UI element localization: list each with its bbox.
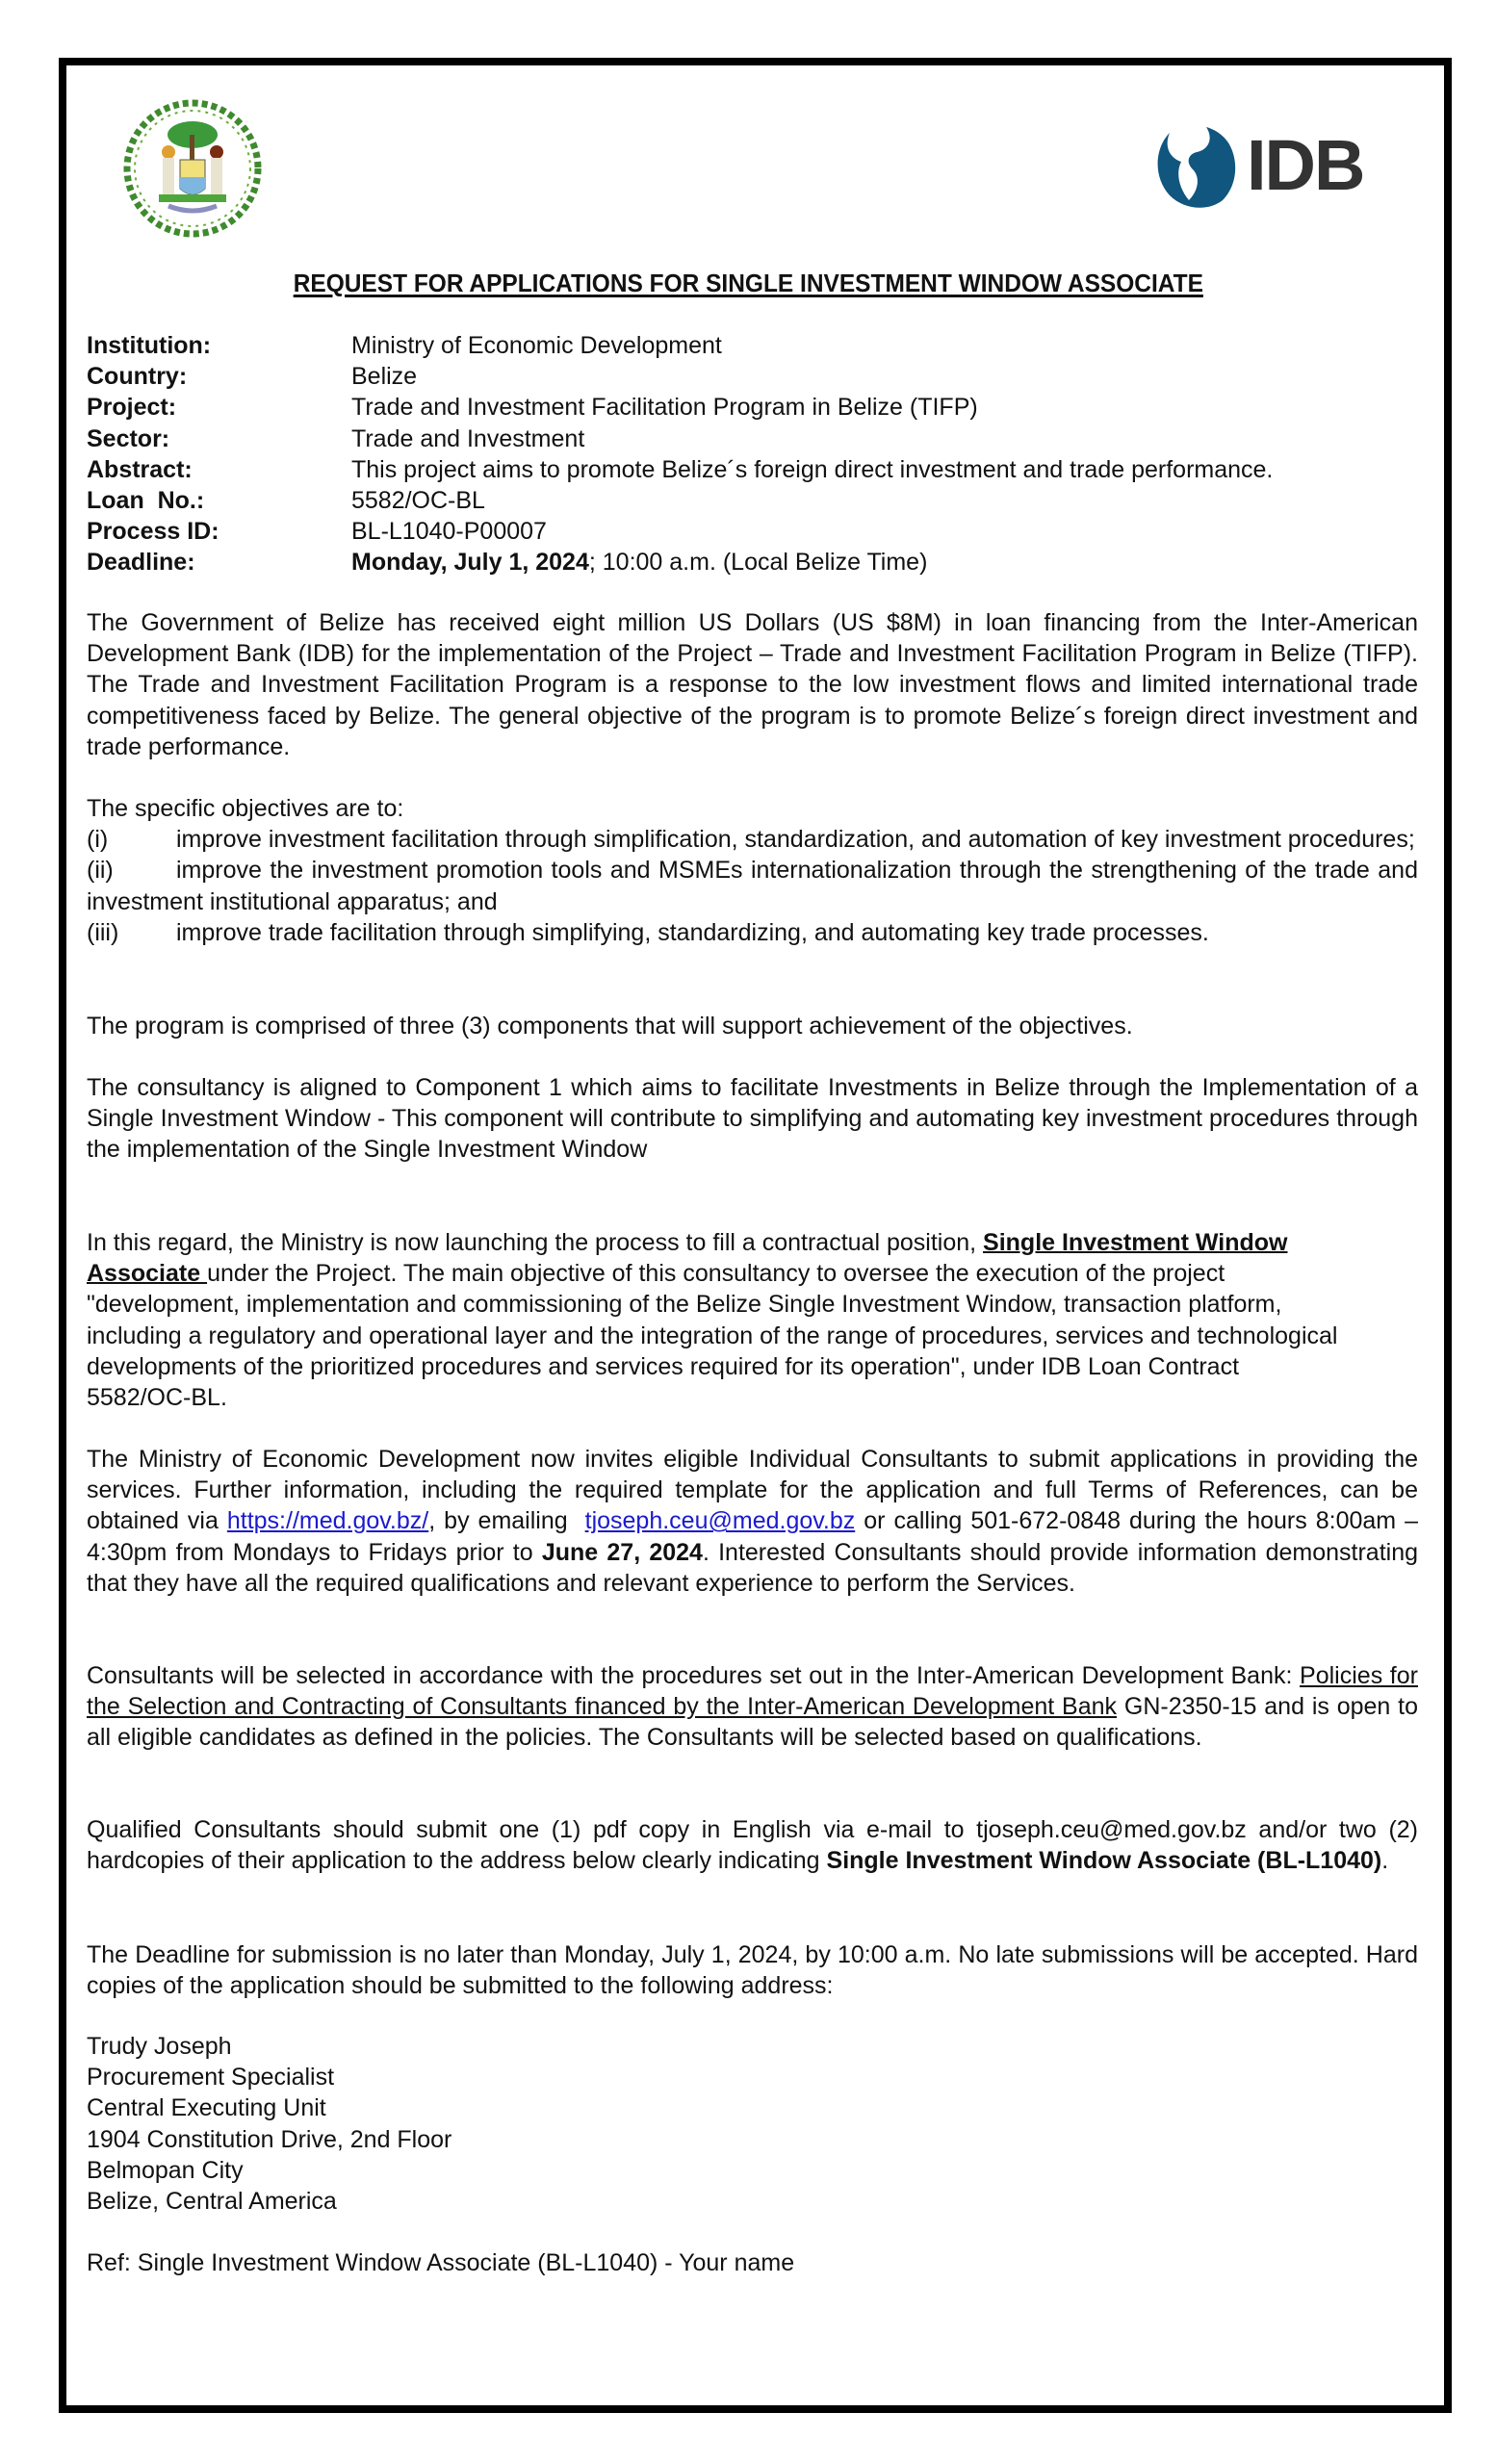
policies-paragraph: Consultants will be selected in accordance with the procedures set out in the Inter-American Development Bank: Policies for the Selection and Contracting of Consultants financed by the Inter-American Development Bank GN-2350-15 and is open to all eligible candidates as defined in the policies. The Consultants will be selected based on qualifications. bbox=[87, 1662, 1418, 1752]
submission-paragraph: Qualified Consultants should submit one (1) pdf copy in English via e-mail to tjoseph.ceu@med.gov.bz and/or two (2) hardcopies of their application to the address below clearly indicating Single Investment Window Associate (BL-L1040). bbox=[87, 1816, 1418, 1875]
idb-logo-text: IDB bbox=[1247, 125, 1364, 205]
info-row-deadline: Deadline: Monday, July 1, 2024; 10:00 a.m. (Local Belize Time) bbox=[87, 549, 928, 577]
objectives-intro: The specific objectives are to: bbox=[87, 795, 404, 822]
info-row-country: Country: Belize bbox=[87, 363, 418, 391]
invitation-paragraph: The Ministry of Economic Development now invites eligible Individual Consultants to submit applications in providing the services. Further information, including the required template for the application and full Terms of References, can be obtained via https://med.gov.bz/, by emailing tjoseph.ceu@med.gov.bz or calling 501-672-0848 during the hours 8:00am – 4:30pm from Mondays to Fridays prior to June 27, 2024. Interested Consultants should provide information demonstrating that they have all the required qualifications and relevant experience to perform the Services. bbox=[87, 1446, 1418, 1597]
info-row-loan-no: Loan No.: 5582/OC-BL bbox=[87, 486, 485, 514]
info-row-institution: Institution: Ministry of Economic Development bbox=[87, 332, 722, 359]
address-line: Belize, Central America bbox=[87, 2188, 337, 2216]
idb-globe-icon bbox=[1150, 123, 1239, 212]
address-block bbox=[87, 2031, 1418, 2217]
page-title: REQUEST FOR APPLICATIONS FOR SINGLE INVESTMENT WINDOW ASSOCIATE bbox=[293, 270, 1203, 297]
reference-line: Ref: Single Investment Window Associate (BL-L1040) - Your name bbox=[87, 2249, 795, 2276]
objectives-list bbox=[87, 793, 1418, 948]
idb-logo bbox=[1150, 123, 1401, 210]
ministry-paragraph: In this regard, the Ministry is now launching the process to fill a contractual position, Single Investment Window Associate under the Project. The main objective of this consultancy to oversee the execution of the project "development, implementation and commissioning of the Belize Single Investment Window, transaction platform, including a regulatory and operational layer and the integration of the range of procedures, services and technological developments of the prioritized procedures and services required for its operation", under IDB Loan Contract 5582/OC-BL. bbox=[87, 1229, 1338, 1412]
consultancy-paragraph: The consultancy is aligned to Component 1 which aims to facilitate Investments in Belize through the Implementation of a Single Investment Window - This component will contribute to simplifying and automating key investment procedures through the implementation of the Single Investment Window bbox=[87, 1074, 1418, 1164]
address-line: 1904 Constitution Drive, 2nd Floor bbox=[87, 2125, 452, 2153]
belize-coat-of-arms-icon bbox=[120, 96, 265, 241]
components-paragraph: The program is comprised of three (3) components that will support achievement of the objectives. bbox=[87, 1013, 1133, 1040]
email-link[interactable]: tjoseph.ceu@med.gov.bz bbox=[584, 1507, 856, 1535]
objective-item: (iii) improve trade facilitation through simplifying, standardizing, and automating key trade processes. bbox=[87, 918, 1209, 946]
address-line: Central Executing Unit bbox=[87, 2094, 326, 2122]
objective-item: (ii) improve the investment promotion tools and MSMEs internationalization through the strengthening of the trade and investment institutional apparatus; and bbox=[87, 857, 1418, 915]
position-title: Single Investment Window Associate bbox=[87, 1229, 1288, 1288]
deadline-paragraph: The Deadline for submission is no later than Monday, July 1, 2024, by 10:00 a.m. No late submissions will be accepted. Hard copies of the application should be submitted to the following address: bbox=[87, 1941, 1418, 2000]
address-line: Procurement Specialist bbox=[87, 2064, 335, 2092]
info-row-abstract: Abstract: This project aims to promote Belize´s foreign direct investment and trade performance. bbox=[87, 455, 1274, 483]
address-line: Belmopan City bbox=[87, 2156, 244, 2184]
info-table bbox=[87, 330, 1434, 578]
policy-title: Policies for the Selection and Contracting of Consultants financed by the Inter-American Development Bank bbox=[87, 1662, 1418, 1721]
website-link[interactable]: https://med.gov.bz/ bbox=[226, 1507, 429, 1535]
info-row-process-id: Process ID: BL-L1040-P00007 bbox=[87, 518, 547, 546]
address-line: Trudy Joseph bbox=[87, 2033, 232, 2060]
objective-item: (i) improve investment facilitation through simplification, standardization, and automation of key investment procedures; bbox=[87, 826, 1415, 854]
info-row-project: Project: Trade and Investment Facilitation Program in Belize (TIFP) bbox=[87, 394, 978, 422]
intro-paragraph: The Government of Belize has received eight million US Dollars (US $8M) in loan financing from the Inter-American Development Bank (IDB) for the implementation of the Project – Trade and Investment Facilitation Program in Belize (TIFP). The Trade and Investment Facilitation Program is a response to the low investment flows and limited international trade competitiveness faced by Belize. The general objective of the program is to promote Belize´s foreign direct investment and trade performance. bbox=[87, 609, 1418, 760]
info-row-sector: Sector: Trade and Investment bbox=[87, 424, 585, 452]
